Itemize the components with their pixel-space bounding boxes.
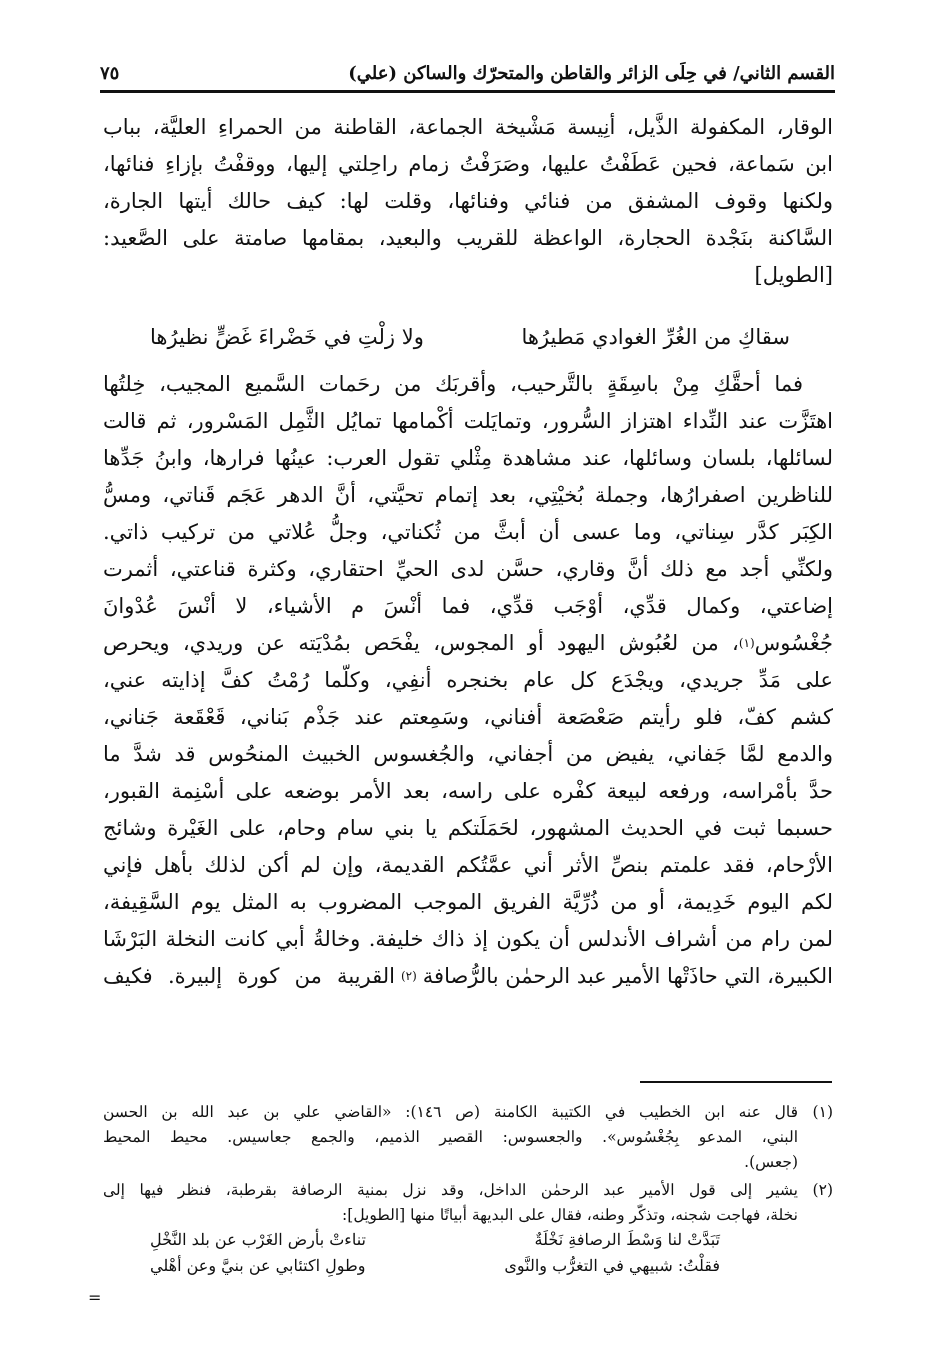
text-line: الأرْحام، فقد علمتم بنصِّ الأثر أني عمَّتُكم القديمة، وإن لم أكن لذلك بأهل فإني (103, 853, 833, 877)
text-line: على مَدِّ جريدي، ويجْدَع كل عام بخنجره أنفِي، وكلّما رُمْتُ كفَّ إذايته عني، (103, 668, 833, 692)
footnote-1 (103, 1100, 833, 1124)
text-fragment: القريبة من كورة إلبيرة. فكيف (103, 964, 395, 988)
text-line: لسائلها، بلسان وسائلها، عند مشاهدة مِثْلي تقول العرب: عينُها فرارها، وابنُ جَدِّها (103, 446, 833, 470)
text-line: والدمع لمَّا جَفاني، يفيض من أجفاني، والجُغسوس الخبيث المنحُوس قد شدَّ ما (103, 742, 833, 766)
verse-first-hemistich: سقاكِ من الغُرِّ الغوادي مَطيرُها (521, 325, 790, 349)
footnote-number: (٢) (812, 1181, 833, 1199)
footnote-2-cont (103, 1203, 833, 1227)
verse-first-hemistich: تَبَدَّتْ لنا وَسْطَ الرصافةِ نَخْلَةٌ (534, 1230, 720, 1249)
footnote-rule (640, 1081, 832, 1083)
text-line: السَّاكنة بنَجْدة الحجارة، الواعظة للقريب والبعيد، بمقامها صامتة على الصَّعيد: (103, 226, 833, 250)
text-line: الوقار، المكفولة الذَّيل، أنِيسة مَشْيخة الجماعة، القاطنة من الحمراءِ العليَّة، بباب (103, 115, 833, 139)
page-number: ٧٥ (100, 62, 120, 84)
running-header (100, 58, 835, 88)
text-fragment: ، من لعُبُوش اليهود أو المجوس، يفْحَص بمُدْيَته عن وريدي، ويحرص (103, 631, 739, 655)
footnote-marker-1[interactable]: (١) (738, 636, 755, 650)
text-line (103, 961, 833, 991)
text-line: ولكنها وقوف المشفق من فنائي وفنائها، وقلت لها: كيف حالك أيتها الجارة، (103, 189, 833, 213)
footnote-2 (103, 1178, 833, 1202)
text-line: الكِبَر كدَّر سِناتي، وما عسى أن أبثَّ من ثُكناتي، وجلُّ عُلاتي من تركيب ذاتي. (103, 520, 833, 544)
header-title: القسم الثاني/ في حِلَى الزائر والقاطن والمتحرّك والساكن (علي) (348, 62, 835, 84)
footnote-marker-2[interactable]: (٢) (400, 969, 417, 983)
text-line: كشم كفّ، فلو رأيتم صَعْصَعة أفناني، وسَمِعتم عند جَذْم بَناني، قَعْقَعة جَناني، (103, 705, 833, 729)
text-line: إضاعتي، وكمال قدِّي، أوْجَب قدِّي، فما أنْسَ م الأشياء، لا أنْسَ عُدْوانَ (103, 594, 833, 618)
meter-label: [الطويل] (754, 263, 833, 287)
text-line: اهتَزَّت عند النِّداء اهتزاز السُّرور، وتمايَلت أكْمامها تمايُل الثَّمِل المَسْرور، ثم قالت (103, 409, 833, 433)
text-line: لكم اليوم خَدِيمة، أو من ذُرِّيَّة الفريق الموجب المضروب به المثل يوم السَّقِيفة، (103, 890, 833, 914)
footnote-number: (١) (812, 1103, 833, 1121)
continuation-mark: = (88, 1288, 102, 1307)
text-line: لمن رام من أشراف الأندلس أن يكون إذ ذاك خليفة. وخالةُ أبي كانت النخلة البَرْشَا (103, 927, 833, 951)
footnote-1-cont (103, 1125, 833, 1149)
verse-first-hemistich: فقلْتُ: شبيهي في التغرُّب والنَّوى (504, 1256, 720, 1275)
footnote-term: جُغْسُوس (754, 631, 833, 655)
footnote-line: قال عنه ابن الخطيب في الكتيبة الكامنة (ص ١٤٦): «القاضي علي بن عبد الله بن الحسن (103, 1103, 798, 1121)
text-line: للناظرين اصفرارُها، وجملة بُخيْتِي، بعد إتمام تحيَّتي، أنَّ الدهر عَجَم قَناتي، ومسُّ (103, 483, 833, 507)
header-rule (100, 90, 835, 93)
text-line (103, 628, 833, 658)
text-fragment: الكبيرة، التي حاذَتْها الأمير عبد الرحمٰن بالرُّصافة (422, 964, 833, 988)
text-line: حسبما ثبت في الحديث المشهور، لحَمَلَتكم يا بني سام وحام، على الغَيْرة وشائج (103, 816, 833, 840)
footnote-line: (جعس). (744, 1153, 798, 1171)
footnote-1-cont (103, 1150, 833, 1174)
verse-second-hemistich: تناءتْ بأرض الغَرْب عن بلد النَّخْلِ (150, 1230, 366, 1249)
poem-verse (150, 322, 790, 352)
verse-second-hemistich: ولا زلْتِ في خَضْراءَ غَضٍّ نظيرُها (150, 325, 424, 349)
text-line: حدَّ بأمْراسه، ورفعه لبيعة كفْره على راسه، بعد الأمر بوضعه على أسْنِمة القبور، (103, 779, 833, 803)
text-line: ولكنِّي أجد مع ذلك أنَّ وقاري، حسَّن لدى الحيِّ احتقاري، وكثرة قناعتي، أثمرت (103, 557, 833, 581)
text-line: ابن سَماعة، فحين عَطَفْتُ عليها، وصَرَفْتُ زمام راحِلتي إليها، ووقفْتُ بإزاءِ فنائها، (103, 152, 833, 176)
footnote-verse (150, 1254, 720, 1278)
footnote-verse (150, 1228, 720, 1252)
footnote-line: نخلة، فهاجت شجنه، وتذكّر وطنه، فقال على البديهة أبياتًا منها [الطويل]: (342, 1206, 798, 1224)
text-line: فما أحقَّكِ مِنْ باسِقَةٍ بالتَّرحيب، وأقربَك من رحَمات السَّميع المجيب، خِلتُها (103, 372, 803, 396)
verse-second-hemistich: وطولِ اكتئابي عن بنيَّ وعن أهْلي (150, 1256, 366, 1275)
footnote-line: البني، المدعو بِجُغْسُوس». والجعسوس: القصير الذميم، والجمع جعاسيس. محيط المحيط (103, 1128, 798, 1146)
footnote-line: يشير إلى قول الأمير عبد الرحمٰن الداخل، وقد نزل بمنية الرصافة بقرطبة، فنظر فيها إلى (103, 1181, 798, 1199)
